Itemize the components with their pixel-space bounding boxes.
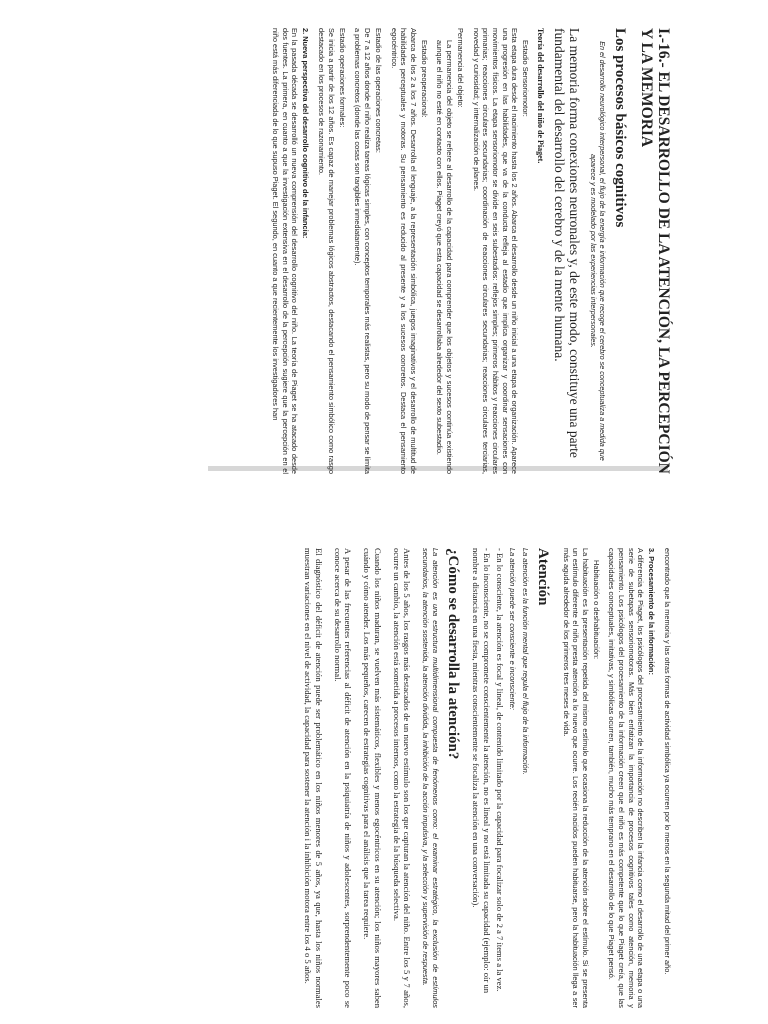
procesamiento-text: A diferencia de Piaget, los psicólogos del procesamiento de la información no describen la infancia como el desarrollo de una etapa o una serie de subetapas sensoriomotoras. Más bien enfatizan la importancia de procesos cognitivos tales como atención, memoria y pensamiento. Los psicólogos del procesamiento de la información creen que el niño es más competente que lo que Piaget creía, que las capacidades conceptuales, imitativas, y simbólicas ocurren, también, mucho más temprano en el desarrollo de lo que Piaget pensó. [607, 548, 646, 1008]
sensoriomotor-label: Estadio Sensoriomotor: [521, 40, 531, 117]
atencion-definition: La atención es la función mental que regula el flujo de la información. [521, 548, 530, 775]
nueva-perspectiva-label: 2. Nueva perspectiva del desarrollo cognitivo de la infancia: [301, 28, 311, 239]
habituacion-label: Habituación o deshabituación: [591, 560, 601, 660]
formales-text: Se inicia a partir de los 12 años. Es capaz de manejar problemas lógicos abstractos, destacando el pensamiento simbólico como rasgo destacado en los procesos de razonamiento. [317, 28, 336, 474]
concretas-text: De 7 a 12 años donde el niño realiza tareas lógicas simples, con conceptos temporales más realistas, pero su modo de pensar se limita a problemas concretos (donde las cosas son tangibles inmediatamente). [353, 28, 372, 474]
como-heading: ¿Cómo se desarrolla la atención? [444, 548, 461, 760]
preoperacional-label: Estadio preoperacional: [419, 40, 429, 118]
memory-statement: La memoria forma conexiones neuronales y, de este modo, constituye una parte fundamental del desarrollo del cerebro y de la mente humana. [551, 28, 583, 458]
section-heading-procesos: Los procesos básicos cognitivos [611, 28, 628, 228]
nueva-perspectiva-text: En la pasada década se desarrolló un nueva comprensión del desarrollo cognitivo del niño. La teoría de Piaget se ha atacado desde dos fuentes. La primera, en cuanto a que la investigación extensiva en el desarrollo de la percepción sugiere que la percepción en el niño está más diferenciada de lo que supuso Piaget. El segundo, en cuanto a que recientemente los investigadores han [271, 28, 300, 474]
formales-label: Estadio operaciones formales: [337, 28, 347, 128]
bullet-inconsciente: - En lo inconsciente, no se compromete conscientemente la atención, no es lineal y no está limitada su capacidad (ejemplo: oír un nombre a distancia en una fiesta, mientras conscientemente se focaliza la atención en una conversación). [471, 548, 493, 994]
antes-text: Antes de los 5 años, los rasgos más destacados de un nuevo estímulo son los que capturan la atención del niño. Entre los 5 y 7 años, ocurre un cambio, la atención está sometida a procesos internos, como la estrategia de la búsqueda selectiva. [391, 548, 413, 1008]
habituacion-text: La habituación es la presentación repetida del mismo estímulo que ocasiona la reducción de la atención sobre el estímulo. Si se presenta un estímulo diferente el niño presta atención a lo nuevo que ocurre. Los recién nacidos pueden habituarse, pero la habituación llega a ser más aguda alrededor de los primeros tres meses de vida. [561, 548, 590, 1008]
document-page-2 [112, 548, 672, 1008]
intro-paragraph: En el desarrollo neurológico interpersonal, el flujo de la energía e información que recoge el cerebro se conceptualiza a medida que aparece y es modelado por las experiencias interpersonales. [588, 41, 607, 461]
bullet-consciente: - En lo consciente, la atención es focal y lineal, de contenido limitado por la capacidad para focalizar solo de 2 a 7 ítems a la vez. [494, 548, 505, 992]
permanencia-text: La permanencia del objeto se refiere al desarrollo de la capacidad para comprender que los objetos y sucesos continúa existiendo aunque el niño no esté en contacto con ellos. Piaget creyó que esta capacidad se desarrollaba alrededor del sexto subestadio. [435, 40, 455, 474]
piaget-heading: Teoría del desarrollo del niño de Piaget. [536, 28, 546, 164]
procesamiento-label: 3. Procesamiento de la información: [647, 548, 657, 675]
chapter-title: I.-16.- EL DESARROLLO DE LA ATENCIÓN, LA PERCEPCIÓN Y LA MEMORIA [637, 28, 672, 474]
como-text: La atención es una estructura multidimensional compuesta de fenómenos como: el examinar estratégico, la exclusión de estímulos secundarios, la atención sostenida, la atención dividida, la inhibición de la acción impulsiva, y la selección y supervisión de respuesta. [420, 548, 440, 1008]
cuando-text: Cuando los niños maduran, se vuelven más sistemáticos, flexibles y menos egocéntricos en su atención; los niños mayores saben cuándo y cómo atender. Los más pequeños, carecen de estrategias cognitivas para el análisis que la tarea requiere. [362, 548, 383, 1008]
preoperacional-text: Abarca de los 2 a los 7 años. Desarrolla el lenguaje, a la representación simbólica, juegos imaginativos y el desarrollo de multitud de habilidades perceptuales y motoras. Su pensamiento es reducido al presente y a los sucesos concretos. Destaca el pensamiento egocéntrico. [389, 28, 418, 474]
sensoriomotor-text: Esta etapa dura desde el nacimiento hasta los 2 años. Abarca el desarrollo desde un niño inicial a una etapa de organización. Aparece una progresión en las habilidades, que va de la conducta refleja al estadio que implica organizar y coordinar sensaciones con movimientos físicos. La etapa sensoriomotor se divide en seis subestadios: reflejos simples; primeros hábitos y reacciones circulares primarias; reacciones circulares secundarias; coordinación de reacciones circulares secundarias; reacciones circulares terciarias, novedad y curiosidad; y internalización de planes. [471, 28, 520, 474]
continuation-text: encontrado que la memoria y las otras formas de actividad simbólica ya ocurren por lo menos en la segunda mitad del primer año. [663, 548, 672, 975]
pesar-text: A pesar de las frecuentes referencias al déficit de atención en la psiquiatría de niños y adolescentes, sorprendentemente poco se conoce acerca de su desarrollo normal. [332, 548, 354, 1008]
diagnostico-text: El diagnóstico del déficit de atención puede ser problemático en los niños menores de 5 años, ya que, hasta los niños normales muestran variaciones en el nivel de actividad, la capacidad para sostener la atención i la inhibición motora entre los 4 o 5 años. [303, 548, 324, 1008]
concretas-label: Estadio de las operaciones concretas: [373, 28, 383, 153]
atencion-consciente: La atención puede ser consciente e inconsciente: [508, 548, 518, 710]
atencion-heading: Atención [535, 548, 551, 606]
permanencia-label: Permanencia del objeto: [456, 28, 466, 108]
document-page-1 [82, 28, 672, 474]
